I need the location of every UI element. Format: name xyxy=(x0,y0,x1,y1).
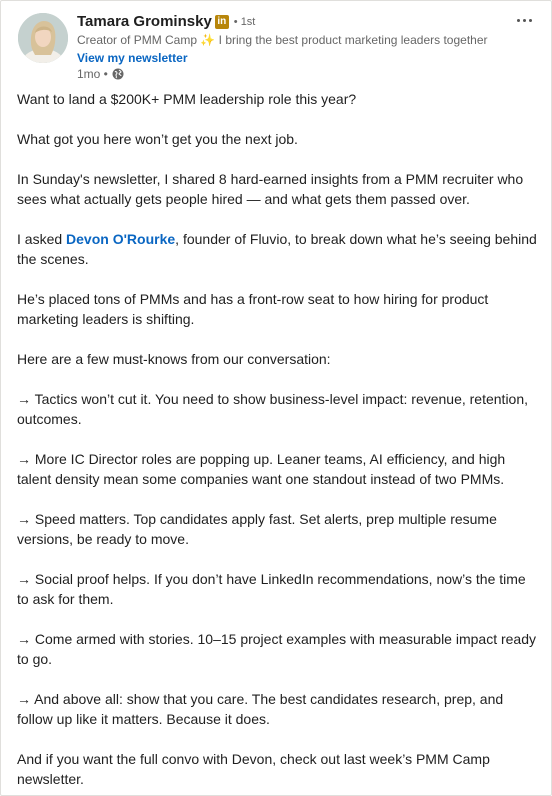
post-header xyxy=(1,1,551,89)
post-time[interactable]: 1mo • xyxy=(77,67,108,81)
paragraph-text: , founder of Fluvio, to break down what he’s seeing behind the scenes. xyxy=(17,231,537,267)
author-name[interactable]: Tamara Grominsky xyxy=(77,13,212,30)
post-paragraph-8: → More IC Director roles are popping up. Leaner teams, AI efficiency, and high talent density mean some companies want one standout instead of two PMMs. xyxy=(17,451,506,487)
author-name-row xyxy=(77,13,255,30)
paragraph-text: I asked xyxy=(17,231,67,247)
post-paragraph-1: Want to land a $200K+ PMM leadership role this year? xyxy=(17,91,357,107)
post-paragraph-13: And if you want the full convo with Devon, check out last week’s PMM Camp newsletter. xyxy=(17,751,490,787)
view-newsletter-link[interactable]: View my newsletter xyxy=(77,51,188,65)
mention-devon-orourke[interactable]: Devon O'Rourke xyxy=(66,231,176,247)
post-paragraph-12: → And above all: show that you care. The best candidates research, prep, and follow up like it matters. Because it does. xyxy=(17,691,504,727)
post-paragraph-6: Here are a few must-knows from our conversation: xyxy=(17,351,331,367)
headline-text-2: I bring the best product marketing leaders together xyxy=(218,33,488,47)
post-paragraph-7: → Tactics won’t cut it. You need to show business-level impact: revenue, retention, outcomes. xyxy=(17,391,529,427)
post-meta xyxy=(77,67,124,81)
connection-degree: • 1st xyxy=(233,15,256,28)
author-headline xyxy=(77,33,488,47)
sparkle-icon: ✨ xyxy=(200,33,216,47)
post-paragraph-9: → Speed matters. Top candidates apply fast. Set alerts, prep multiple resume versions, be ready to move. xyxy=(17,511,497,547)
more-horizontal-icon[interactable] xyxy=(511,11,537,29)
globe-icon xyxy=(112,68,124,80)
post-paragraph-3: In Sunday's newsletter, I shared 8 hard-earned insights from a PMM recruiter who sees what actually gets people hired — and what gets them passed over. xyxy=(17,171,524,207)
headline-text: Creator of PMM Camp xyxy=(77,33,198,47)
post-paragraph-4 xyxy=(17,229,539,269)
post-paragraph-5: He’s placed tons of PMMs and has a front-row seat to how hiring for product marketing leaders is shifting. xyxy=(17,291,489,327)
post-paragraph-10: → Social proof helps. If you don’t have LinkedIn recommendations, now’s the time to ask for them. xyxy=(17,571,526,607)
post-body xyxy=(17,89,539,796)
avatar[interactable] xyxy=(18,13,68,63)
post-paragraph-2: What got you here won’t get you the next job. xyxy=(17,131,298,147)
linkedin-premium-icon: in xyxy=(215,15,229,29)
post-paragraph-11: → Come armed with stories. 10–15 project examples with measurable impact ready to go. xyxy=(17,631,537,667)
